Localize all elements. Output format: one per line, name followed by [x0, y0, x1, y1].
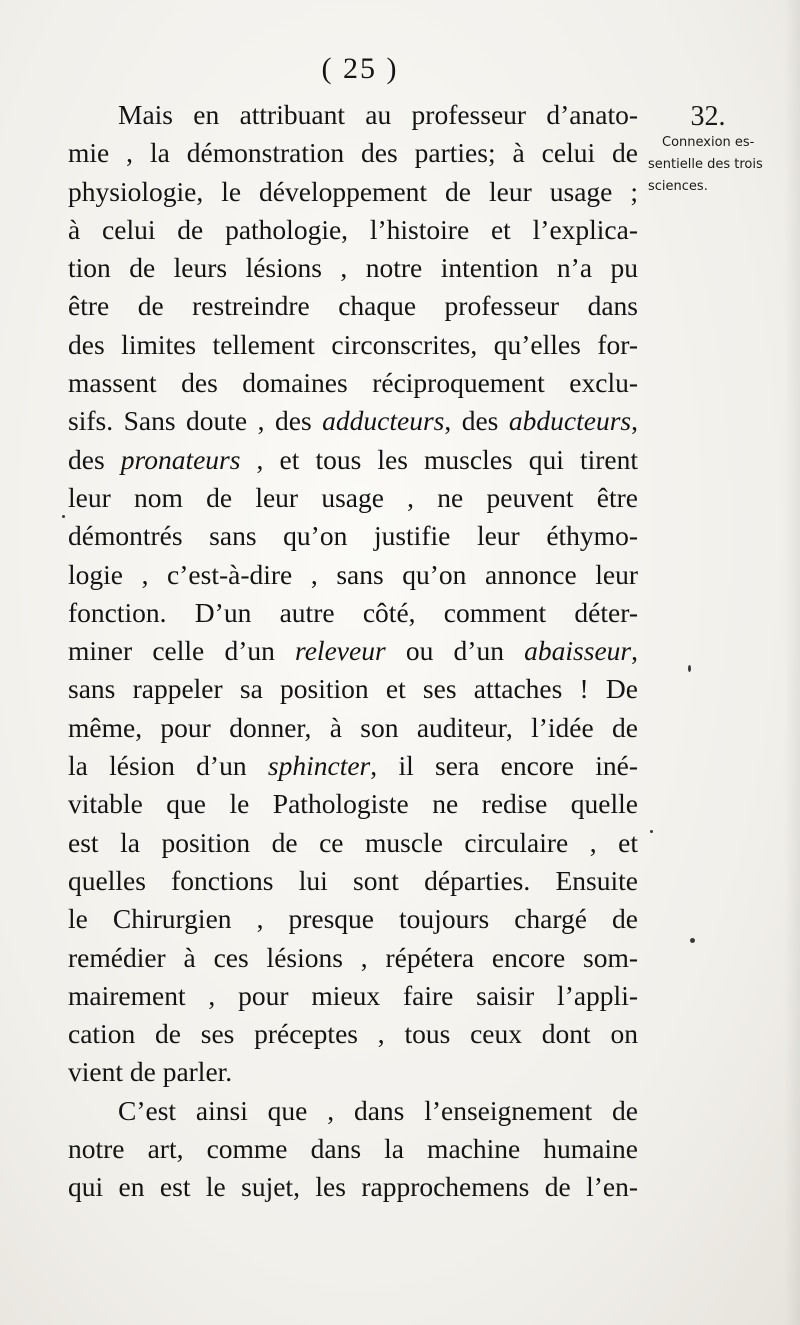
paper-speck	[690, 938, 695, 943]
text-line: le Chirurgien , presque toujours chargé de	[68, 903, 638, 935]
text-line: physiologie, le développement de leur usage ;	[68, 175, 638, 207]
margin-note-number: 32.	[690, 101, 726, 132]
text-line: vitable que le Pathologiste ne redise quelle	[68, 788, 638, 820]
text-line: leur nom de leur usage , ne peuvent être	[68, 481, 638, 513]
margin-note-line: sciences.	[648, 179, 708, 194]
text-line: notre art, comme dans la machine humaine	[68, 1133, 638, 1165]
text-line: logie , c’est-à-dire , sans qu’on annonce leur	[68, 558, 638, 590]
text-line: massent des domaines réciproquement exclu-	[68, 367, 638, 399]
text-line: C’est ainsi que , dans l’enseignement de	[118, 1094, 638, 1126]
paper-speck	[688, 665, 691, 672]
paper-speck	[62, 515, 65, 518]
margin-note-line: Connexion es-	[662, 135, 755, 150]
text-line: sifs. Sans doute , des adducteurs, des abducteurs,	[68, 405, 638, 437]
page-edge-shadow	[784, 0, 800, 1325]
text-line: même, pour donner, à son auditeur, l’idée de	[68, 711, 638, 743]
paper-speck	[650, 830, 653, 833]
text-line: des pronateurs , et tous les muscles qui tirent	[68, 443, 638, 475]
text-line: remédier à ces lésions , répétera encore som-	[68, 941, 638, 973]
text-line: être de restreindre chaque professeur dans	[68, 290, 638, 322]
text-line: qui en est le sujet, les rapprochemens de l’en-	[68, 1171, 638, 1203]
text-line: Mais en attribuant au professeur d’anato-	[118, 99, 638, 130]
text-line: vient de parler.	[68, 1056, 233, 1088]
text-line: mairement , pour mieux faire saisir l’appli-	[68, 979, 638, 1011]
margin-note-line: sentielle des trois	[648, 157, 763, 172]
text-line: mie , la démonstration des parties; à celui de	[68, 137, 638, 169]
text-line: est la position de ce muscle circulaire , et	[68, 826, 638, 858]
text-line: des limites tellement circonscrites, qu’elles for-	[68, 328, 638, 360]
text-line: tion de leurs lésions , notre intention n’a pu	[68, 252, 638, 284]
text-line: sans rappeler sa position et ses attaches ! De	[68, 673, 638, 705]
text-line: à celui de pathologie, l’histoire et l’explica-	[68, 213, 638, 245]
text-line: démontrés sans qu’on justifie leur éthymo-	[68, 520, 638, 552]
text-line: quelles fonctions lui sont départies. Ensuite	[68, 864, 638, 896]
text-line: la lésion d’un sphincter, il sera encore iné-	[68, 750, 638, 782]
body-text	[68, 96, 638, 1207]
text-line: fonction. D’un autre côté, comment déter-	[68, 596, 638, 628]
text-line: cation de ses préceptes , tous ceux dont on	[68, 1018, 638, 1050]
margin-note	[648, 102, 794, 198]
page-number: ( 25 )	[321, 52, 399, 85]
text-line: miner celle d’un releveur ou d’un abaisseur,	[68, 635, 638, 667]
